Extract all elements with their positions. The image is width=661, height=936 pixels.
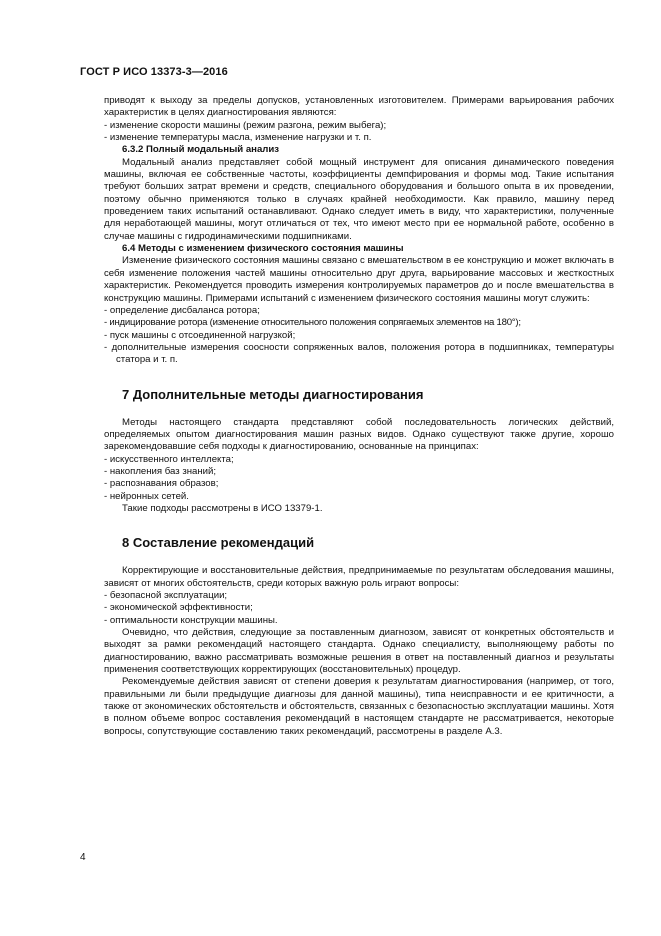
list-item: - распознавания образов; (104, 478, 219, 490)
subsection-6-3-2-text: Модальный анализ представляет собой мощный инструмент для описания динамического поведения машины, включая ее собственные частоты, коэффициенты демпфирования и формы мод. Такие испытания требуют больших затрат времени и средств, специального оборудования и большого опыта в их проведении, поэтому обычно применяются только в случаях крайней необходимости. Как правило, машину перед проведением таких испытаний останавливают. Однако следует иметь в виду, что характеристики, полученные для неработающей машины, могут отличаться от тех, что имеют место при ее нормальной работе, особенно в случае машины с гидродинамическими подшипниками. (104, 156, 614, 242)
subsection-heading-6-4: 6.4 Методы с изменением физического состояния машины (122, 243, 404, 255)
intro-paragraph: приводят к выходу за пределы допусков, установленных изготовителем. Примерами варьирования рабочих характеристик в целях диагностирования являются: (104, 95, 614, 119)
subsection-6-4-text: Изменение физического состояния машины связано с вмешательством в ее конструкцию и может включать в себя изменение положения частей машины относительно друг друга, варьирование массовых и жесткостных характеристик. Рекомендуется проводить измерения контролируемых параметров до и после вмешательства в конструкцию машины. Примерами испытаний с изменением физического состояния машины могут служить: (104, 255, 614, 304)
list-item: - оптимальности конструкции машины. (104, 614, 278, 626)
list-item: - определение дисбаланса ротора; (104, 304, 260, 316)
list-item: - безопасной эксплуатации; (104, 590, 228, 601)
list-item: - накопления баз знаний; (104, 465, 217, 477)
list-item: - искусственного интеллекта; (104, 453, 234, 465)
section-8-paragraph-3: Рекомендуемые действия зависят от степени доверия к результатам диагностирования (например, от того, правильными ли были предыдущие диагнозы для данной машины), типа неисправности и ее критичности, а также от экономических обстоятельств и обстоятельств, связанных с безопасностью эксплуатации машины. Хотя в полном объеме вопрос составления рекомендаций в настоящем стандарте не рассматривается, некоторые вопросы, сопутствующие составлению таких рекомендаций, рассмотрены в разделе А.3. (104, 676, 614, 737)
document-header: ГОСТ Р ИСО 13373-3—2016 (80, 66, 228, 78)
section-8-paragraph-2: Очевидно, что действия, следующие за поставленным диагнозом, зависят от конкретных обстоятельств и выходят за рамки рекомендаций настоящего стандарта. Однако специалисту, выполняющему работы по диагностированию, важно рассматривать возможные решения в ответ на поставленный диагноз и результаты применения соответствующих корректирующих (восстановительных) процедур. (104, 627, 614, 676)
section-heading-7: 7 Дополнительные методы диагностирования (122, 386, 424, 402)
list-item: - дополнительные измерения соосности сопряженных валов, положения ротора в подшипниках, температуры статора и т. п. (104, 341, 614, 366)
list-item: - индицирование ротора (изменение относительного положения сопрягаемых элементов на 180°); (104, 317, 521, 329)
section-7-closing: Такие подходы рассмотрены в ИСО 13379-1. (122, 502, 323, 514)
list-item: - пуск машины с отсоединенной нагрузкой; (104, 329, 296, 341)
section-7-text: Методы настоящего стандарта представляют собой последовательность логических действий, определяемых опытом диагностирования машин разных видов. Однако существуют также другие, хорошо зарекомендовавшие себя подходы к диагностированию, основанные на принципах: (104, 416, 614, 453)
list-item: - изменение скорости машины (режим разгона, режим выбега); (104, 119, 387, 131)
page-number: 4 (80, 852, 86, 863)
section-heading-8: 8 Составление рекомендаций (122, 535, 315, 551)
subsection-heading-6-3-2: 6.3.2 Полный модальный анализ (122, 144, 280, 156)
section-8-text: Корректирующие и восстановительные действия, предпринимаемые по результатам обследования машины, зависят от многих обстоятельств, среди которых важную роль играют вопросы: (104, 565, 614, 589)
document-body (104, 95, 614, 738)
list-item: - экономической эффективности; (104, 602, 253, 614)
list-item: - изменение температуры масла, изменение нагрузки и т. п. (104, 132, 372, 144)
list-item: - нейронных сетей. (104, 490, 189, 502)
